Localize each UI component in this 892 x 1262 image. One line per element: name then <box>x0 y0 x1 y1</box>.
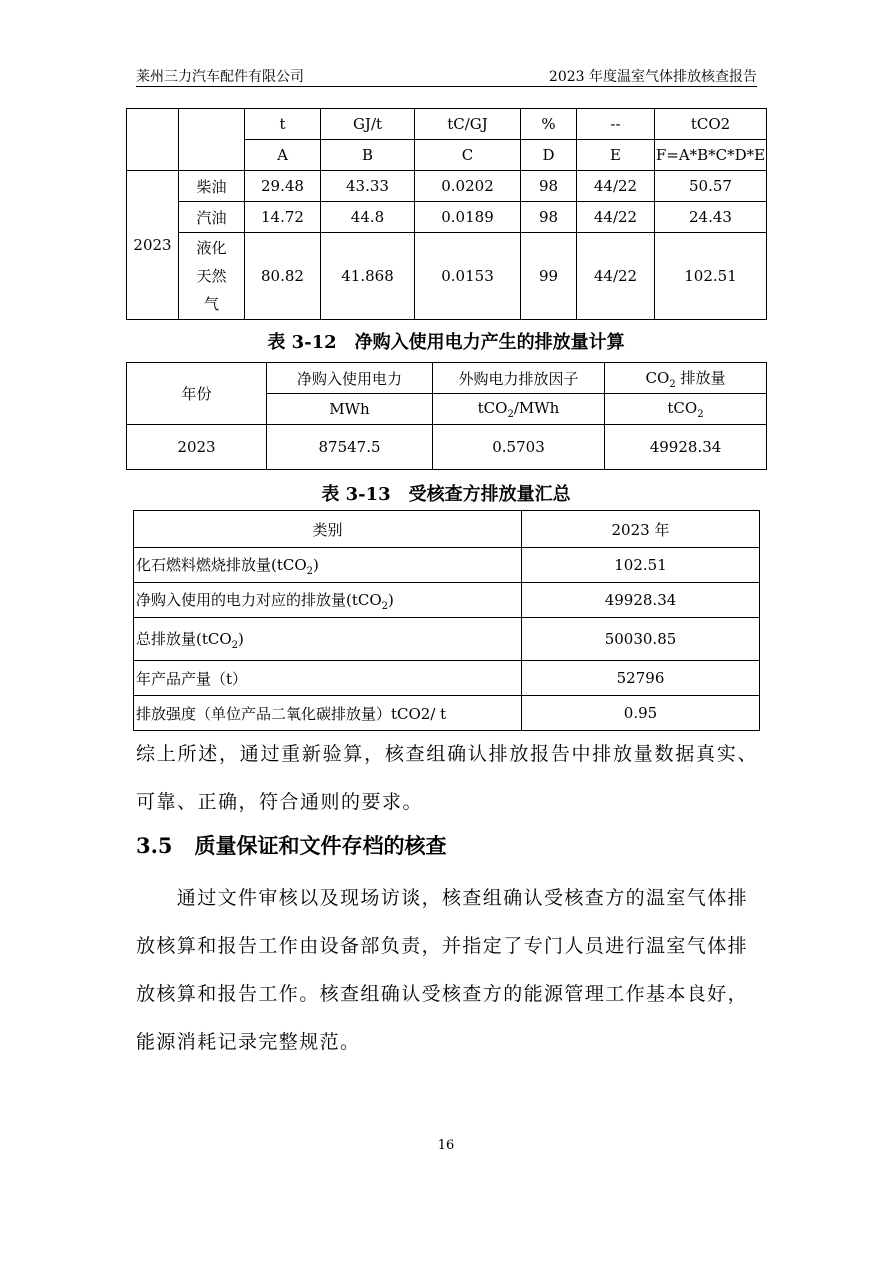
section-title: 质量保证和文件存档的核查 <box>194 833 447 858</box>
value-cell: 99 <box>521 233 577 320</box>
value-cell: 44/22 <box>577 171 655 202</box>
value-cell: 102.51 <box>655 233 767 320</box>
category-cell: 净购入使用的电力对应的排放量(tCO$_2$) <box>134 583 522 618</box>
value-cell: 14.72 <box>245 202 321 233</box>
value-cell: 98 <box>521 171 577 202</box>
category-cell: 化石燃料燃烧排放量(tCO$_2$) <box>134 548 522 583</box>
year-cell: 2023 <box>127 425 267 470</box>
value-cell: 41.868 <box>321 233 415 320</box>
electricity-emission-table <box>126 362 767 470</box>
value-cell: 87547.5 <box>267 425 433 470</box>
emission-summary-table <box>133 510 760 731</box>
category-cell: 排放强度（单位产品二氧化碳排放量）tCO2/ t <box>134 696 522 731</box>
table-row <box>127 363 767 394</box>
empty-cell <box>179 109 245 171</box>
column-header: 2023 年 <box>522 511 760 548</box>
section-number: 3.5 <box>136 833 173 858</box>
paragraph-line: 放核算和报告工作由设备部负责，并指定了专门人员进行温室气体排 <box>136 935 749 957</box>
column-header: $CO_2$ 排放量 <box>605 363 767 394</box>
unit-cell: tCO$_2$ <box>605 394 767 425</box>
value-cell: 0.95 <box>522 696 760 731</box>
category-cell: 总排放量(tCO$_2$) <box>134 618 522 661</box>
value-cell: 24.43 <box>655 202 767 233</box>
page-header <box>136 62 757 87</box>
table-row <box>127 425 767 470</box>
page-number: 16 <box>437 1138 455 1153</box>
table-row <box>134 696 760 731</box>
table-caption: 表 3-12 净购入使用电力产生的排放量计算 <box>267 332 625 353</box>
table-row <box>134 618 760 661</box>
column-header: 外购电力排放因子 <box>433 363 605 394</box>
header-company: 莱州三力汽车配件有限公司 <box>136 69 304 85</box>
letter-cell: F=A*B*C*D*E <box>655 140 767 171</box>
letter-cell: D <box>521 140 577 171</box>
category-cell: 年产品产量（t） <box>134 661 522 696</box>
fuel-cell: 汽油 <box>179 202 245 233</box>
unit-cell: tC/GJ <box>415 109 521 140</box>
unit-cell: GJ/t <box>321 109 415 140</box>
paragraph-line: 通过文件审核以及现场访谈，核查组确认受核查方的温室气体排 <box>136 887 749 909</box>
table-row <box>134 548 760 583</box>
letter-cell: E <box>577 140 655 171</box>
value-cell: 0.0153 <box>415 233 521 320</box>
table-row <box>127 202 767 233</box>
fuel-cell: 柴油 <box>179 171 245 202</box>
value-cell: 102.51 <box>522 548 760 583</box>
letter-cell: C <box>415 140 521 171</box>
paragraph-line: 综上所述，通过重新验算，核查组确认排放报告中排放量数据真实、 <box>136 743 758 765</box>
value-cell: 98 <box>521 202 577 233</box>
paragraph-line: 放核算和报告工作。核查组确认受核查方的能源管理工作基本良好， <box>136 983 749 1005</box>
column-header: 净购入使用电力 <box>267 363 433 394</box>
value-cell: 50.57 <box>655 171 767 202</box>
letter-cell: B <box>321 140 415 171</box>
value-cell: 0.0202 <box>415 171 521 202</box>
unit-cell: % <box>521 109 577 140</box>
unit-cell: MWh <box>267 394 433 425</box>
table-row <box>127 171 767 202</box>
table-row <box>127 233 767 320</box>
unit-cell: t <box>245 109 321 140</box>
value-cell: 29.48 <box>245 171 321 202</box>
value-cell: 50030.85 <box>522 618 760 661</box>
letter-cell: A <box>245 140 321 171</box>
year-cell: 2023 <box>127 171 179 320</box>
value-cell: 0.0189 <box>415 202 521 233</box>
paragraph-line: 可靠、正确，符合通则的要求。 <box>136 791 424 813</box>
fuel-line: 气 <box>203 295 219 313</box>
table-row <box>134 583 760 618</box>
fuel-line: 液化 <box>196 239 227 257</box>
fuel-emission-table <box>126 108 767 320</box>
table-caption: 表 3-13 受核查方排放量汇总 <box>321 484 571 505</box>
header-report-title: 2023 年度温室气体排放核查报告 <box>548 69 757 85</box>
value-cell: 49928.34 <box>605 425 767 470</box>
table-row <box>134 511 760 548</box>
column-header: 类别 <box>134 511 522 548</box>
unit-cell: -- <box>577 109 655 140</box>
fuel-line: 天然 <box>196 267 227 285</box>
value-cell: 80.82 <box>245 233 321 320</box>
value-cell: 44/22 <box>577 233 655 320</box>
table-row <box>127 109 767 140</box>
unit-cell: tCO2 <box>655 109 767 140</box>
section-heading <box>136 830 447 860</box>
paragraph-line: 能源消耗记录完整规范。 <box>136 1031 361 1053</box>
value-cell: 44.8 <box>321 202 415 233</box>
value-cell: 0.5703 <box>433 425 605 470</box>
unit-cell: tCO$_2$/MWh <box>433 394 605 425</box>
empty-cell <box>127 109 179 171</box>
value-cell: 44/22 <box>577 202 655 233</box>
value-cell: 49928.34 <box>522 583 760 618</box>
value-cell: 43.33 <box>321 171 415 202</box>
value-cell: 52796 <box>522 661 760 696</box>
table-row <box>134 661 760 696</box>
fuel-cell <box>179 233 245 320</box>
year-header: 年份 <box>127 363 267 425</box>
